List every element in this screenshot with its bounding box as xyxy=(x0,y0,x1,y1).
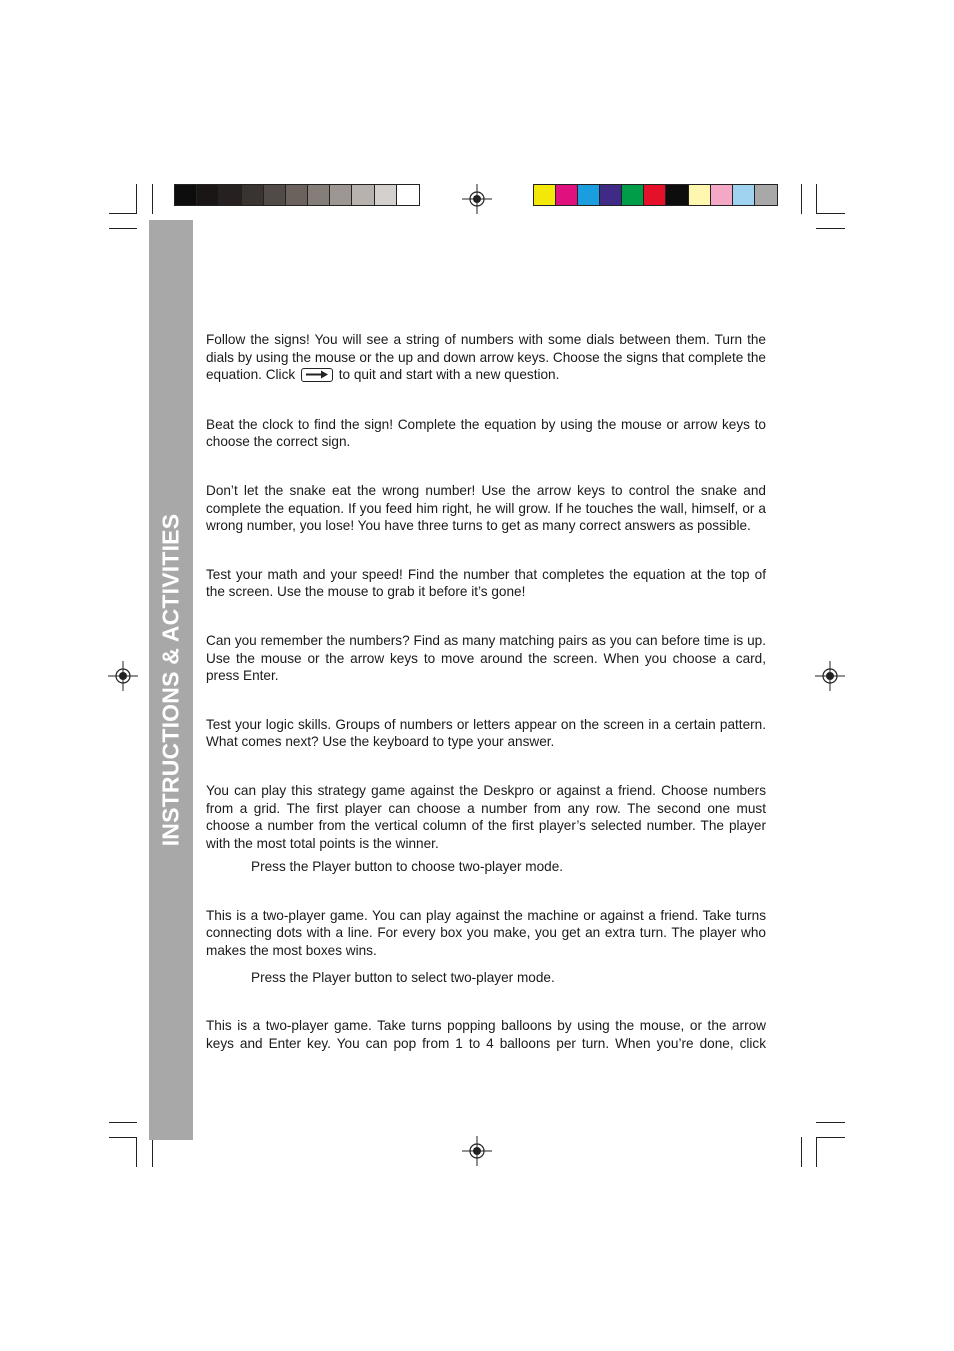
section-sidebar xyxy=(149,220,193,1140)
crop-mark xyxy=(801,184,802,214)
crop-mark xyxy=(816,1137,845,1138)
color-swatch-bar xyxy=(533,184,778,206)
paragraph-snake: Don’t let the snake eat the wrong number! Use the arrow keys to control the snake and complete the equation. If you feed him right, he will grow. If he touches the wall, himself, or a wrong number, you lose! You have three turns to get as many correct answers as possible. xyxy=(206,482,766,534)
color-swatch xyxy=(755,185,777,205)
section-title: INSTRUCTIONS & ACTIVITIES xyxy=(157,513,184,847)
paragraph-follow-the-signs xyxy=(206,331,766,384)
color-swatch xyxy=(330,185,352,205)
paragraph-logic: Test your logic skills. Groups of numbers or letters appear on the screen in a certain pattern. What comes next? Use the keyboard to type your answer. xyxy=(206,716,766,750)
color-swatch xyxy=(666,185,688,205)
color-swatch xyxy=(397,185,419,205)
crosshair-target-icon xyxy=(462,184,492,214)
crop-mark xyxy=(109,228,137,229)
crop-mark xyxy=(816,1122,845,1123)
color-swatch xyxy=(375,185,397,205)
crop-mark xyxy=(816,228,845,229)
color-swatch xyxy=(175,185,197,205)
color-swatch xyxy=(264,185,286,205)
crop-mark xyxy=(816,184,817,214)
color-swatch xyxy=(711,185,733,205)
paragraph-note: Press the Player button to choose two-player mode. xyxy=(251,859,564,875)
color-swatch xyxy=(600,185,622,205)
paragraph-balloons: This is a two-player game. Take turns popping balloons by using the mouse, or the arrow keys and Enter key. You can pop from 1 to 4 balloons per turn. When you’re done, click xyxy=(206,1018,766,1051)
paragraph-note: Press the Player button to select two-player mode. xyxy=(251,969,555,985)
paragraph-strategy: You can play this strategy game against the Deskpro or against a friend. Choose numbers from a grid. The first player can choose a number from any row. The second one must choose a number from the vertical column of the first player’s selected number. The player with the most total points is the winner. xyxy=(206,782,766,851)
color-swatch xyxy=(534,185,556,205)
paragraph-beat-the-clock: Beat the clock to find the sign! Complete the equation by using the mouse or arrow keys to choose the correct sign. xyxy=(206,416,766,450)
crop-mark xyxy=(109,1137,137,1138)
instructions-body xyxy=(206,331,766,1052)
crosshair-target-icon xyxy=(815,661,845,691)
crop-mark xyxy=(109,1122,137,1123)
color-swatch xyxy=(622,185,644,205)
paragraph-text: to quit and start with a new question. xyxy=(338,367,560,383)
color-swatch xyxy=(352,185,374,205)
paragraph-dots-boxes: This is a two-player game. You can play against the machine or against a friend. Take turns connecting dots with a line. For every box you make, you get an extra turn. The player who makes the most boxes wins. xyxy=(206,907,766,959)
color-swatch xyxy=(242,185,264,205)
color-swatch xyxy=(308,185,330,205)
paragraph-math-speed: Test your math and your speed! Find the number that completes the equation at the top of the screen. Use the mouse to grab it before it’s gone! xyxy=(206,566,766,600)
crop-mark xyxy=(136,184,137,214)
crop-mark xyxy=(801,1137,802,1167)
crosshair-target-icon xyxy=(462,1136,492,1166)
color-swatch xyxy=(219,185,241,205)
right-arrow-button-icon xyxy=(301,368,333,382)
crop-mark xyxy=(152,1137,153,1167)
paragraph-memory: Can you remember the numbers? Find as many matching pairs as you can before time is up. Use the mouse or the arrow keys to move around the screen. When you choose a card, press Enter. xyxy=(206,632,766,684)
paragraph-text: Follow the signs! You will see a string of numbers with some dials between them. Turn the dials by using the mouse or the up and down arrow keys. Choose the signs that complete the equation. Click xyxy=(206,332,766,383)
color-swatch xyxy=(578,185,600,205)
crop-mark xyxy=(816,213,845,214)
crop-mark xyxy=(136,1137,137,1167)
color-swatch xyxy=(733,185,755,205)
color-swatch xyxy=(689,185,711,205)
crop-mark xyxy=(109,213,137,214)
crop-mark xyxy=(816,1137,817,1167)
color-swatch xyxy=(556,185,578,205)
color-swatch xyxy=(197,185,219,205)
crop-mark xyxy=(152,184,153,214)
color-swatch xyxy=(644,185,666,205)
crosshair-target-icon xyxy=(108,661,138,691)
color-swatch xyxy=(286,185,308,205)
grayscale-swatch-bar xyxy=(174,184,420,206)
